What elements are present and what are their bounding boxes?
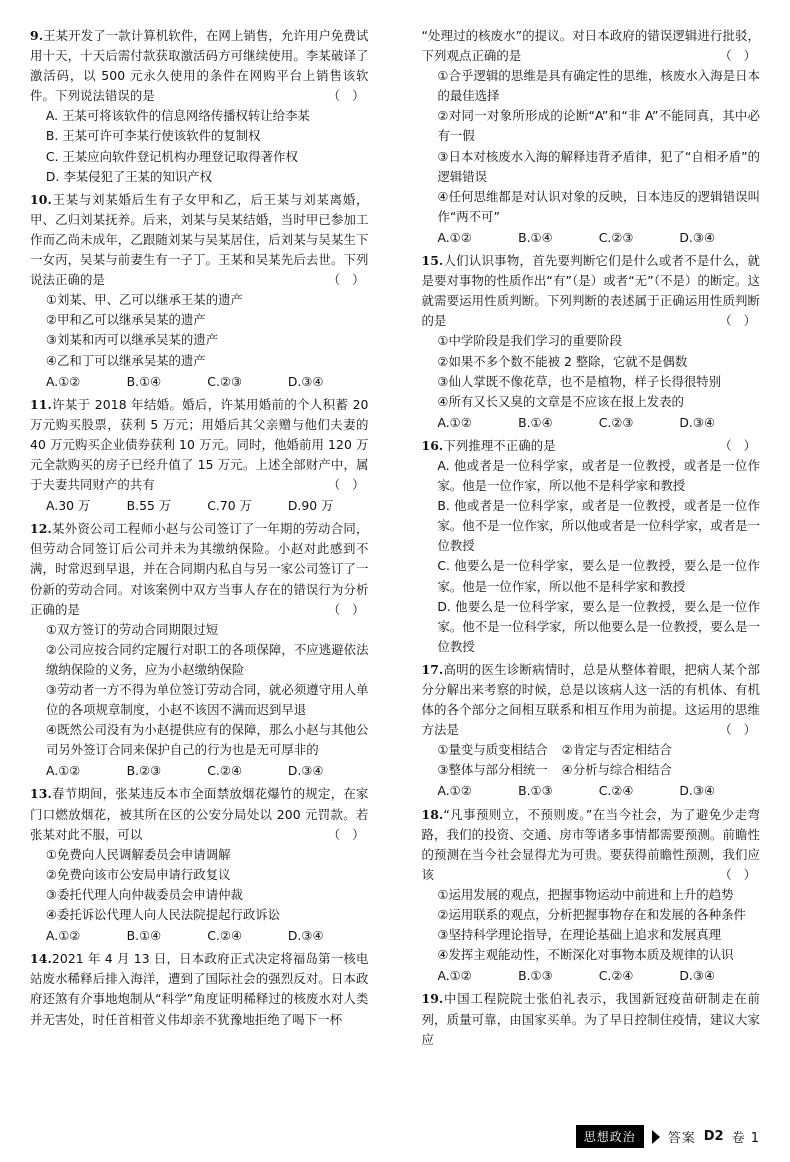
choice[interactable]: B.①④ (518, 414, 553, 430)
question-number: 17. (421, 661, 444, 677)
option: B. 王某可许可李某行使该软件的复制权 (45, 128, 261, 144)
choice[interactable]: C.②③ (207, 373, 243, 389)
question-stem: 人们认识事物，首先要判断它们是什么或者不是什么，就是要对事物的性质作出“有”（是）或者“无”（不是）的断定。这就需要运用性质判断。下列判断的表述属于正确运用性质判断的是 (421, 253, 761, 329)
option: ④既然公司没有为小赵提供应有的保障，那么小赵与其他公司另外签订合同来保护自己的行为也是无可厚非的 (45, 722, 369, 758)
choice[interactable]: C.②③ (598, 414, 634, 430)
question-number: 9. (30, 28, 44, 43)
choice[interactable]: B.②③ (126, 763, 162, 779)
question-number: 16. (421, 437, 444, 453)
answer-bracket: （ ） (719, 437, 761, 453)
question-9 (30, 26, 369, 187)
answer-bracket: （ ） (327, 272, 369, 288)
option: ①运用发展的观点，把握事物运动中前进和上升的趋势 (437, 886, 734, 902)
question-stem: 王某与刘某婚后生有子女甲和乙，后王某与刘某离婚，甲、乙归刘某抚养。后来，刘某与吴某结婚，当时甲已参加工作而乙尚未成年，乙跟随刘某与吴某居住，后刘某与吴某生下一女丙，吴某与前妻生有一子丁。王某和吴某先后去世。下列说法正确的是 (30, 191, 369, 288)
question-stem-continued: “处理过的核废水”的提议。对日本政府的错误逻辑进行批驳，下列观点正确的是 (421, 28, 761, 64)
choice-row (421, 228, 760, 248)
choice[interactable]: B.55 万 (126, 498, 172, 514)
footer-arrow-icon (652, 1130, 660, 1144)
answer-bracket: （ ） (719, 866, 761, 882)
choice[interactable]: B.①④ (126, 928, 162, 944)
choice[interactable]: A.①② (46, 928, 81, 944)
choice-row (421, 966, 760, 986)
option: D. 他要么是一位科学家，要么是一位教授，要么是一位作家。他不是一位科学家，所以他要么是一位教授，要么是一位教授 (437, 598, 761, 654)
option: ④发挥主观能动性，不断深化对事物本质及规律的认识 (437, 947, 734, 963)
question-stem: 某外资公司工程师小赵与公司签订了一年期的劳动合同，但劳动合同签订后公司并未为其缴纳保险。小赵对此感到不满，时常迟到早退，并在合同期内私自与另一家公司签订了一份新的劳动合同。对该案例中双方当事人存在的错误行为分析正确的是 (30, 521, 369, 617)
option: A. 王某可将该软件的信息网络传播权转让给李某 (45, 108, 310, 124)
answer-bracket: （ ） (327, 601, 369, 617)
page-number: 卷 1 (731, 1131, 760, 1146)
choice[interactable]: A.①② (437, 783, 472, 799)
choice[interactable]: B.①④ (126, 373, 162, 389)
choice[interactable]: A.①② (437, 968, 472, 984)
question-stem: 下列推理不正确的是 (443, 437, 556, 453)
answer-bracket: （ ） (327, 826, 369, 842)
option-pair: ③整体与部分相统一 ④分析与综合相结合 (437, 762, 672, 778)
question-10 (30, 190, 369, 392)
question-16 (421, 436, 760, 657)
choice-row (30, 496, 369, 516)
option: ②甲和乙可以继承吴某的遗产 (45, 312, 206, 328)
question-number: 10. (30, 191, 52, 207)
option: ③刘某和丙可以继承吴某的遗产 (45, 332, 219, 348)
choice[interactable]: B.①④ (518, 229, 553, 245)
option: ②运用联系的观点，分析把握事物存在和发展的各种条件 (437, 907, 746, 923)
option: ④委托诉讼代理人向人民法院提起行政诉讼 (45, 907, 281, 923)
option: ①中学阶段是我们学习的重要阶段 (437, 333, 622, 349)
option: A. 他或者是一位科学家，或者是一位教授，或者是一位作家。他是一位作家，所以他不是科学家和教授 (437, 457, 761, 494)
choice[interactable]: C.②④ (207, 763, 243, 779)
question-14 (30, 949, 369, 1029)
choice[interactable]: C.②④ (598, 968, 634, 984)
question-number: 15. (421, 253, 444, 269)
answer-bracket: （ ） (719, 48, 761, 64)
question-stem: 许某于 2018 年结婚。婚后，许某用婚前的个人积蓄 20 万元购买股票，获利 5 万元；用婚后其父亲赠与他们夫妻的 40 万元购买企业债券获利 10 万元。同时，他婚前用 120 万元全款购买的房子已经升值了 15 万元。上述全部财产中，属于夫妻共同财产的共有 (30, 396, 369, 493)
question-15 (421, 251, 760, 433)
option: ②如果不多个数不能被 2 整除，它就不是偶数 (437, 353, 688, 369)
option: ③日本对核废水入海的解释违背矛盾律，犯了“自相矛盾”的逻辑错误 (437, 148, 761, 184)
option: ④乙和丁可以继承吴某的遗产 (45, 352, 206, 368)
question-stem: 高明的医生诊断病情时，总是从整体着眼，把病人某个部分分解出来考察的时候，总是以该病人这一活的有机体、有机体的各个部分之间相互联系和相互作用为前提。这运用的思维方法是 (421, 661, 761, 738)
choice[interactable]: B.①③ (518, 783, 553, 799)
option: B. 他或者是一位科学家，或者是一位教授，或者是一位作家。他不是一位作家，所以他或者是一位科学家，或者是一位教授 (437, 498, 761, 554)
option: ①刘某、甲、乙可以继承王某的遗产 (45, 292, 243, 308)
question-11 (30, 395, 369, 517)
choice[interactable]: B.①③ (518, 968, 553, 984)
question-14-continued (421, 26, 760, 248)
question-stem: “凡事预则立，不预则废。”在当今社会，为了避免少走弯路，我们的投资、交通、房市等诸多事情都需要预测。前瞻性的预测在当今社会显得尤为可贵。要获得前瞻性预测，我们应该 (421, 806, 761, 882)
option: ③劳动者一方不得为单位签订劳动合同，就必须遵守用人单位的各项规章制度，小赵不该因不满而迟到早退 (45, 682, 369, 718)
question-number: 13. (30, 786, 52, 802)
choice[interactable]: C.70 万 (207, 498, 252, 514)
answer-code: D2 (703, 1129, 724, 1144)
question-number: 11. (30, 396, 52, 412)
question-stem: 春节期间，张某违反本市全面禁放烟花爆竹的规定，在家门口燃放烟花，被其所在区的公安分局处以 200 元罚款。若张某对此不服，可以 (30, 786, 369, 842)
choice-row (421, 413, 760, 433)
choice[interactable]: A.30 万 (46, 498, 91, 514)
question-12 (30, 519, 369, 781)
choice[interactable]: C.②④ (598, 783, 634, 799)
choice[interactable]: C.②④ (207, 928, 243, 944)
choice[interactable]: D.③④ (679, 783, 716, 799)
option: ②公司应按合同约定履行对职工的各项保障，不应逃避依法缴纳保险的义务，应为小赵缴纳保险 (45, 641, 369, 677)
choice[interactable]: A.①② (46, 763, 81, 779)
choice[interactable]: A.①② (437, 414, 472, 430)
question-19 (421, 989, 760, 1049)
option-pair: ①量变与质变相结合 ②肯定与否定相结合 (437, 742, 672, 758)
choice-row (30, 761, 369, 781)
choice[interactable]: D.③④ (287, 373, 324, 389)
option: ①免费向人民调解委员会申请调解 (45, 846, 231, 862)
option: ①双方签订的劳动合同期限过短 (45, 621, 219, 637)
question-stem: 王某开发了一款计算机软件，在网上销售，允许用户免费试用十天，十天后需付款获取激活码方可继续使用。李某破译了激活码，以 500 元永久使用的条件在网购平台上销售该软件。下列说法错误的是 (30, 28, 369, 104)
choice-row (30, 372, 369, 392)
option: ①合乎逻辑的思维是具有确定性的思维，核废水入海是日本的最佳选择 (437, 68, 761, 104)
choice-row (421, 781, 760, 801)
choice[interactable]: A.①② (437, 229, 472, 245)
question-number: 19. (421, 991, 444, 1007)
question-number: 18. (421, 806, 444, 822)
question-stem: 中国工程院院士张伯礼表示，我国新冠疫苗研制走在前列，质量可靠，由国家买单。为了早日控制住疫情，建议大家应 (421, 991, 761, 1047)
page-columns (30, 26, 760, 1086)
choice[interactable]: D.③④ (679, 414, 716, 430)
answer-bracket: （ ） (327, 477, 369, 493)
question-number: 14. (30, 951, 52, 967)
choice[interactable]: C.②③ (598, 229, 634, 245)
option: ③委托代理人向仲裁委员会申请仲裁 (45, 886, 243, 902)
question-17 (421, 660, 760, 802)
answer-bracket: （ ） (719, 722, 761, 738)
option: ②对同一对象所形成的论断“A”和“非 A”不能同真，其中必有一假 (437, 108, 761, 144)
option: ②免费向该市公安局申请行政复议 (45, 866, 231, 882)
choice[interactable]: D.③④ (287, 763, 324, 779)
question-13 (30, 784, 369, 946)
page-footer (30, 1125, 760, 1148)
option: ④任何思维都是对认识对象的反映，日本违反的逻辑错误叫作“两不可” (437, 188, 761, 224)
option: C. 王某应向软件登记机构办理登记取得著作权 (45, 148, 298, 164)
choice[interactable]: D.③④ (679, 229, 716, 245)
choice[interactable]: D.③④ (287, 928, 324, 944)
question-stem: 2021 年 4 月 13 日，日本政府正式决定将福岛第一核电站废水稀释后排入海洋，遭到了国际社会的强烈反对。日本政府还煞有介事地炮制从“科学”角度证明稀释过的核废水对人类并无害处，时任首相菅义伟却亲不犹豫地拒绝了喝下一杯 (30, 951, 369, 1027)
option: ③仙人掌既不像花草，也不是植物，样子长得很特别 (437, 373, 722, 389)
option: ③坚持科学理论指导，在理论基础上追求和发展真理 (437, 927, 722, 943)
choice[interactable]: D.90 万 (287, 498, 334, 514)
question-number: 12. (30, 521, 52, 537)
option: ④所有又长又臭的文章是不应该在报上发表的 (437, 393, 684, 409)
option: C. 他要么是一位科学家，要么是一位教授，要么是一位作家。他是一位作家，所以他不是科学家和教授 (437, 558, 761, 594)
choice[interactable]: D.③④ (679, 968, 716, 984)
left-column (30, 26, 369, 1086)
right-column (421, 26, 760, 1086)
question-18 (421, 805, 760, 987)
answer-bracket: （ ） (327, 88, 369, 104)
option: D. 李某侵犯了王某的知识产权 (45, 168, 213, 184)
subject-tag: 思想政治 (576, 1125, 644, 1148)
answer-bracket: （ ） (719, 313, 761, 329)
choice-row (30, 926, 369, 946)
choice[interactable]: A.①② (46, 373, 81, 389)
answer-label: 答案 (667, 1131, 696, 1146)
